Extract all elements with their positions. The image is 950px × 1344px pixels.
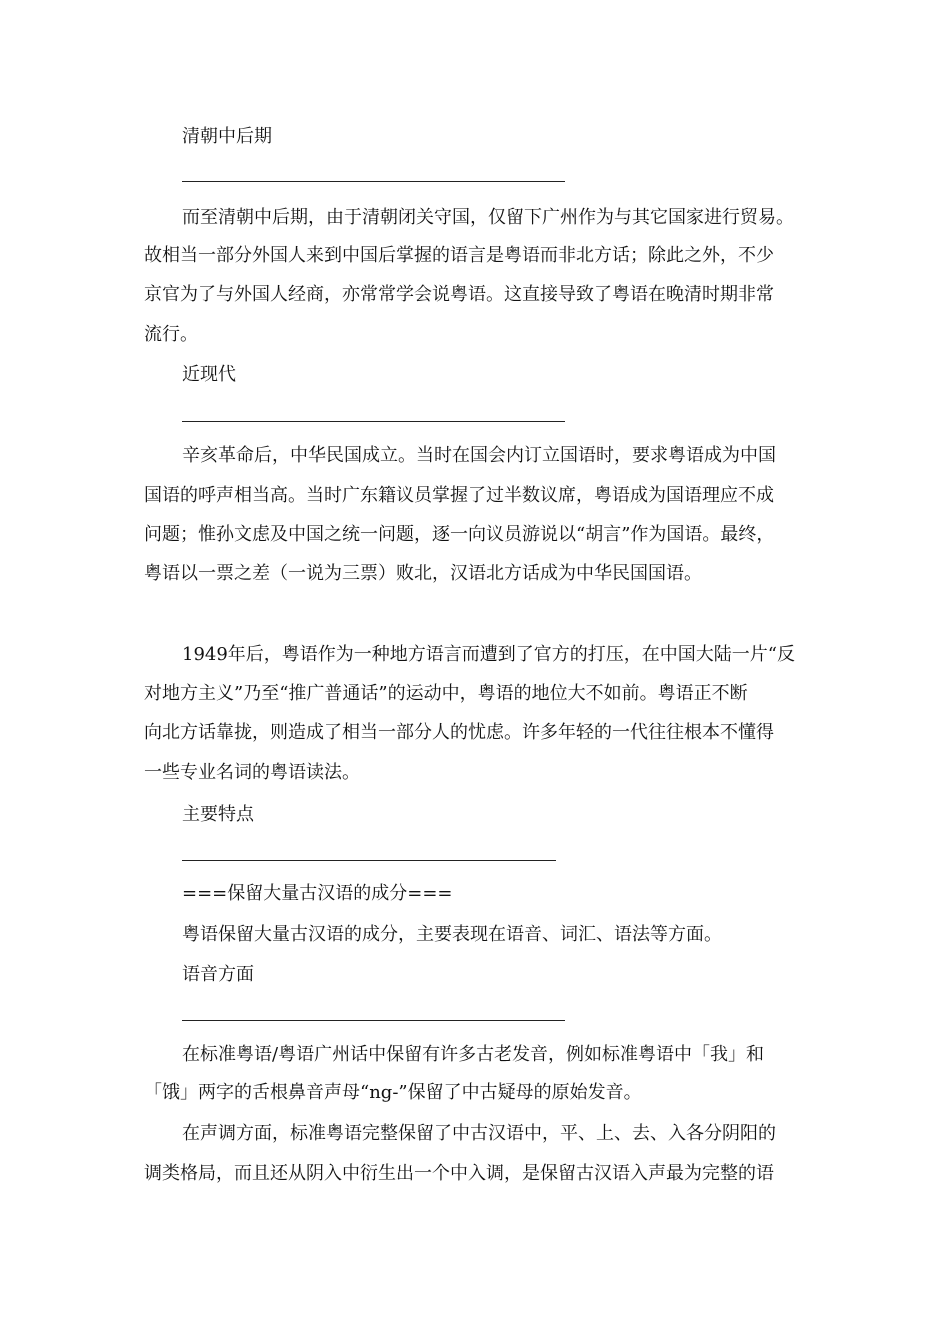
paragraph-line: 辛亥革命后，中华民国成立。当时在国会内订立国语时，要求粤语成为中国: [182, 445, 776, 466]
paragraph-line: 国语的呼声相当高。当时广东籍议员掌握了过半数议席，粤语成为国语理应不成: [144, 485, 774, 506]
heading-underline: [182, 181, 565, 182]
paragraph-line: 故相当一部分外国人来到中国后掌握的语言是粤语而非北方话；除此之外，不少: [144, 245, 774, 266]
heading-underline: [182, 421, 565, 422]
paragraph-line: 粤语以一票之差（一说为三票）败北，汉语北方话成为中华民国国语。: [144, 563, 702, 584]
section-heading: 清朝中后期: [182, 126, 272, 147]
section-heading: 语音方面: [182, 964, 254, 985]
section-heading: 近现代: [182, 364, 236, 385]
section-heading: 主要特点: [182, 804, 254, 825]
paragraph-line: 流行。: [144, 324, 198, 345]
paragraph-line: 问题；惟孙文虑及中国之统一问题，逐一向议员游说以“胡言”作为国语。最终，: [144, 524, 775, 545]
paragraph-line: 1949年后，粤语作为一种地方语言而遭到了官方的打压，在中国大陆一片“反: [182, 644, 796, 665]
paragraph-line: 在标准粤语/粤语广州话中保留有许多古老发音，例如标准粤语中「我」和: [182, 1044, 765, 1065]
paragraph-line: 在声调方面，标准粤语完整保留了中古汉语中，平、上、去、入各分阴阳的: [182, 1123, 776, 1144]
paragraph-line: 向北方话靠拢，则造成了相当一部分人的忧虑。许多年轻的一代往往根本不懂得: [144, 722, 774, 743]
paragraph-line: 京官为了与外国人经商，亦常常学会说粤语。这直接导致了粤语在晚清时期非常: [144, 284, 774, 305]
paragraph-line: 对地方主义”乃至“推广普通话”的运动中，粤语的地位大不如前。粤语正不断: [144, 683, 748, 704]
paragraph-line: 调类格局，而且还从阴入中衍生出一个中入调，是保留古汉语入声最为完整的语: [144, 1163, 774, 1184]
paragraph-line: 一些专业名词的粤语读法。: [144, 762, 360, 783]
subsection-heading: ===保留大量古汉语的成分===: [182, 883, 453, 904]
heading-underline: [182, 1020, 565, 1021]
paragraph-line: 而至清朝中后期，由于清朝闭关守国，仅留下广州作为与其它国家进行贸易。: [182, 207, 794, 228]
heading-underline: [182, 860, 556, 861]
paragraph-line: 粤语保留大量古汉语的成分，主要表现在语音、词汇、语法等方面。: [182, 924, 722, 945]
paragraph-line: 「饿」两字的舌根鼻音声母“ng-”保留了中古疑母的原始发音。: [144, 1082, 642, 1103]
